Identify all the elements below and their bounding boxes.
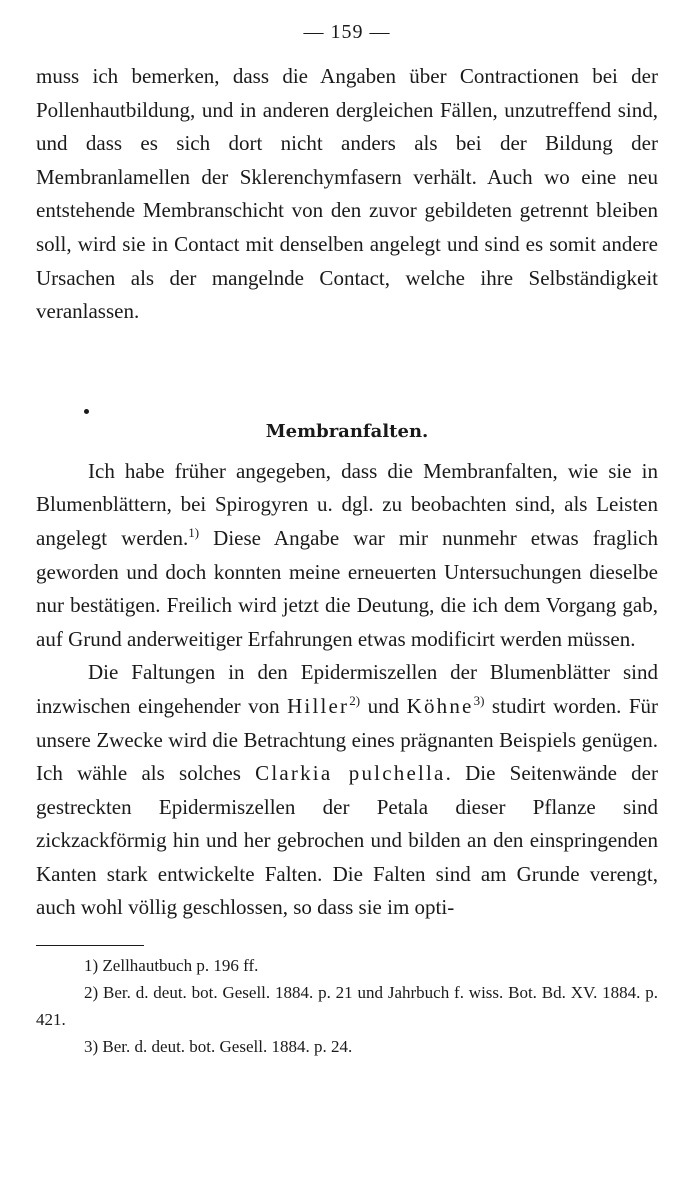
footnote-ref-1: 1) <box>188 524 200 540</box>
paragraph-2-part-3: studirt worden. Für unsere Zwecke wird die Betrachtung eines prägnanten Beispiels genügen. Ich wähle als solches <box>36 693 658 786</box>
paragraph-1-text-after: Diese Angabe war mir nunmehr etwas fraglich geworden und doch konnten meine erneuerten Untersuchungen dieselbe nur bestätigen. Freilich wird jetzt die Deutung, die ich dem Vorgang gab, auf Grund anderweitiger Erfahrungen etwas modificirt werden müssen. <box>36 525 658 651</box>
paragraph-2-part-2: und <box>360 693 407 718</box>
footnote-ref-3: 3) <box>473 692 485 708</box>
footnote-ref-2: 2) <box>349 692 361 708</box>
stray-dot-mark <box>84 409 89 414</box>
paragraph-2-part-1: Die Faltungen in den Epidermiszellen der Blumenblätter sind inzwischen eingehender von <box>36 660 658 718</box>
intro-paragraph-text: muss ich bemerken, dass die Angaben über Contractionen bei der Pollenhautbildung, und in anderen dergleichen Fällen, unzutreffend sind, und dass es sich dort nicht anders als bei der Bildung der Membranlamellen der Sklerenchymfasern verhält. Auch wo eine neu entstehende Membranschicht von den zuvor gebildeten getrennt bleiben soll, wird sie in Contact mit denselben angelegt und sind es somit andere Ursachen als der mangelnde Contact, welche ihre Selbständigkeit veranlassen. <box>36 64 658 324</box>
footnote-1: 1) Zellhautbuch p. 196 ff. <box>84 956 259 976</box>
page-number: — 159 — <box>303 21 391 43</box>
intro-paragraph <box>36 60 658 329</box>
paragraph-2 <box>36 656 658 925</box>
section-heading: Membranfalten. <box>265 420 429 442</box>
footnote-3: 3) Ber. d. deut. bot. Gesell. 1884. p. 24. <box>84 1037 353 1057</box>
footnote-divider <box>36 945 144 946</box>
paragraph-1-text: Ich habe früher angegeben, dass die Membranfalten, wie sie in Blumenblättern, bei Spirogyren u. dgl. zu beobachten sind, als Leisten angelegt werden. <box>36 458 658 550</box>
footnote-2: 2) Ber. d. deut. bot. Gesell. 1884. p. 21 und Jahrbuch f. wiss. Bot. Bd. XV. 1884. p. 421. <box>36 983 658 1030</box>
footnotes <box>36 952 658 1060</box>
paragraph-2-part-4: . Die Seitenwände der gestreckten Epidermiszellen der Petala dieser Pflanze sind zickzackförmig hin und her gebrochen und bilden an den einspringenden Kanten stark entwickelte Falten. Die Falten sind am Grunde verengt, auch wohl völlig geschlossen, so dass sie im opti- <box>36 761 658 920</box>
section-body <box>36 455 658 925</box>
author-name-hiller: Hiller <box>287 693 350 718</box>
book-page <box>36 14 658 1060</box>
author-name-koehne: Köhne <box>406 693 474 718</box>
paragraph-1 <box>36 455 658 657</box>
species-name: Clarkia pulchella <box>255 761 446 786</box>
section-spacer <box>36 329 658 417</box>
